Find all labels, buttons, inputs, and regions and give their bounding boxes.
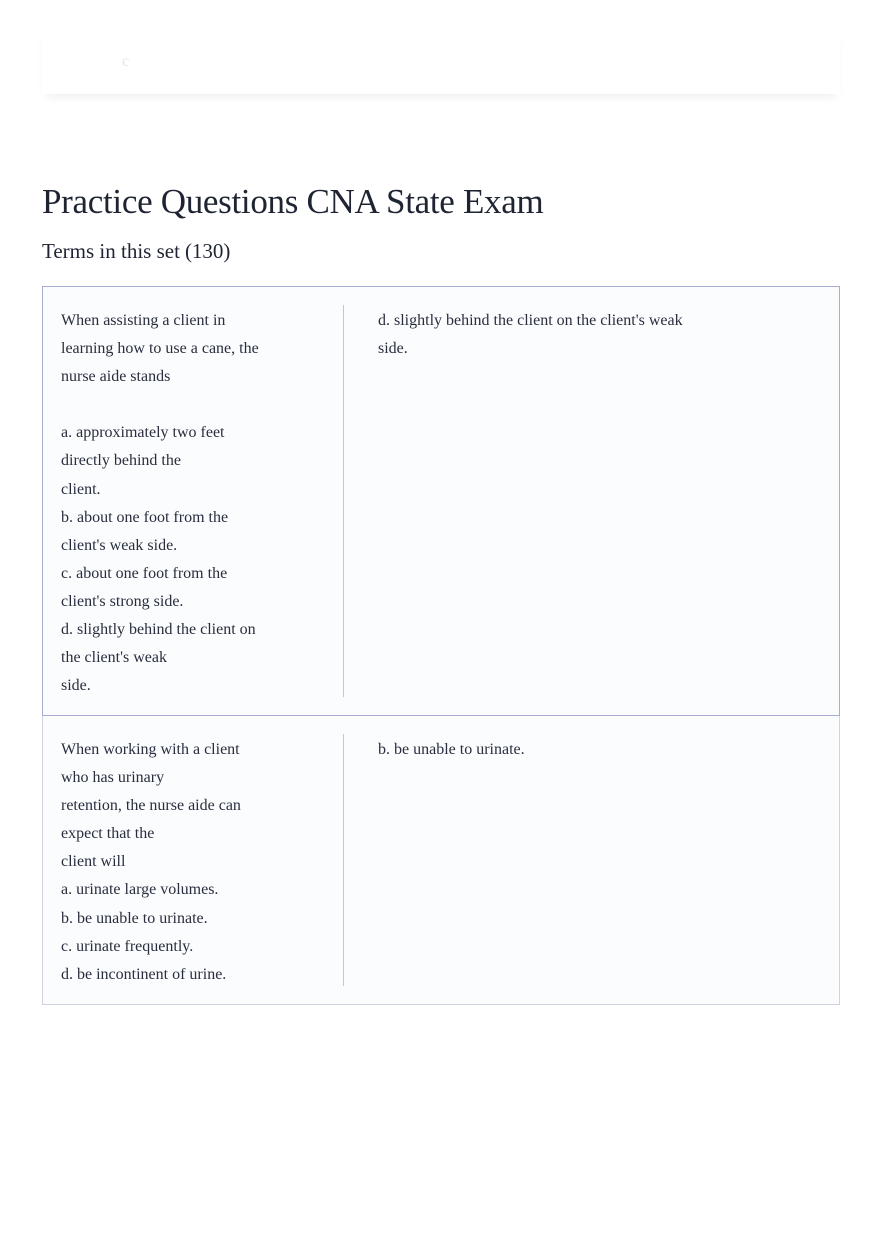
definition-line: d. slightly behind the client on the client's weak	[378, 312, 683, 329]
column-divider	[343, 305, 344, 697]
term-line: expect that the	[61, 825, 155, 843]
term-line: When assisting a client in	[61, 312, 226, 329]
term-line: retention, the nurse aide can	[61, 797, 241, 815]
term-line: b. be unable to urinate.	[61, 909, 208, 927]
term-line: a. approximately two feet	[61, 424, 225, 442]
term-line: When working with a client	[61, 741, 240, 758]
term-line: client's strong side.	[61, 592, 184, 610]
term-text	[61, 736, 301, 989]
terms-label: Terms in this set	[42, 239, 180, 263]
terms-count-heading	[42, 237, 230, 265]
term-line: client will	[61, 853, 126, 871]
term-line: client.	[61, 480, 101, 498]
column-divider	[343, 734, 344, 986]
term-card	[42, 286, 840, 716]
term-line: learning how to use a cane, the	[61, 340, 259, 358]
term-line: c. about one foot from the	[61, 564, 228, 582]
term-line-spacer	[61, 391, 301, 419]
term-line: d. be incontinent of urine.	[61, 965, 227, 983]
term-line: client's weak side.	[61, 536, 178, 554]
term-line: d. slightly behind the client on	[61, 621, 256, 639]
term-line: nurse aide stands	[61, 368, 171, 386]
terms-count: (130)	[184, 239, 231, 263]
term-line: side.	[61, 677, 91, 695]
loading-spinner-icon: c	[122, 53, 130, 70]
page-title: Practice Questions CNA State Exam	[42, 182, 544, 221]
term-line: the client's weak	[61, 649, 167, 667]
definition-line: side.	[378, 340, 408, 358]
definition-text	[378, 736, 718, 764]
term-list	[42, 286, 840, 1005]
term-card	[42, 716, 840, 1005]
term-line: a. urinate large volumes.	[61, 881, 219, 899]
term-line: b. about one foot from the	[61, 508, 229, 526]
term-line: c. urinate frequently.	[61, 937, 194, 955]
term-line: directly behind the	[61, 452, 181, 470]
top-navigation-bar	[42, 28, 840, 94]
term-text	[61, 307, 301, 700]
term-line: who has urinary	[61, 769, 165, 787]
definition-text	[378, 307, 718, 363]
definition-line: b. be unable to urinate.	[378, 741, 525, 758]
